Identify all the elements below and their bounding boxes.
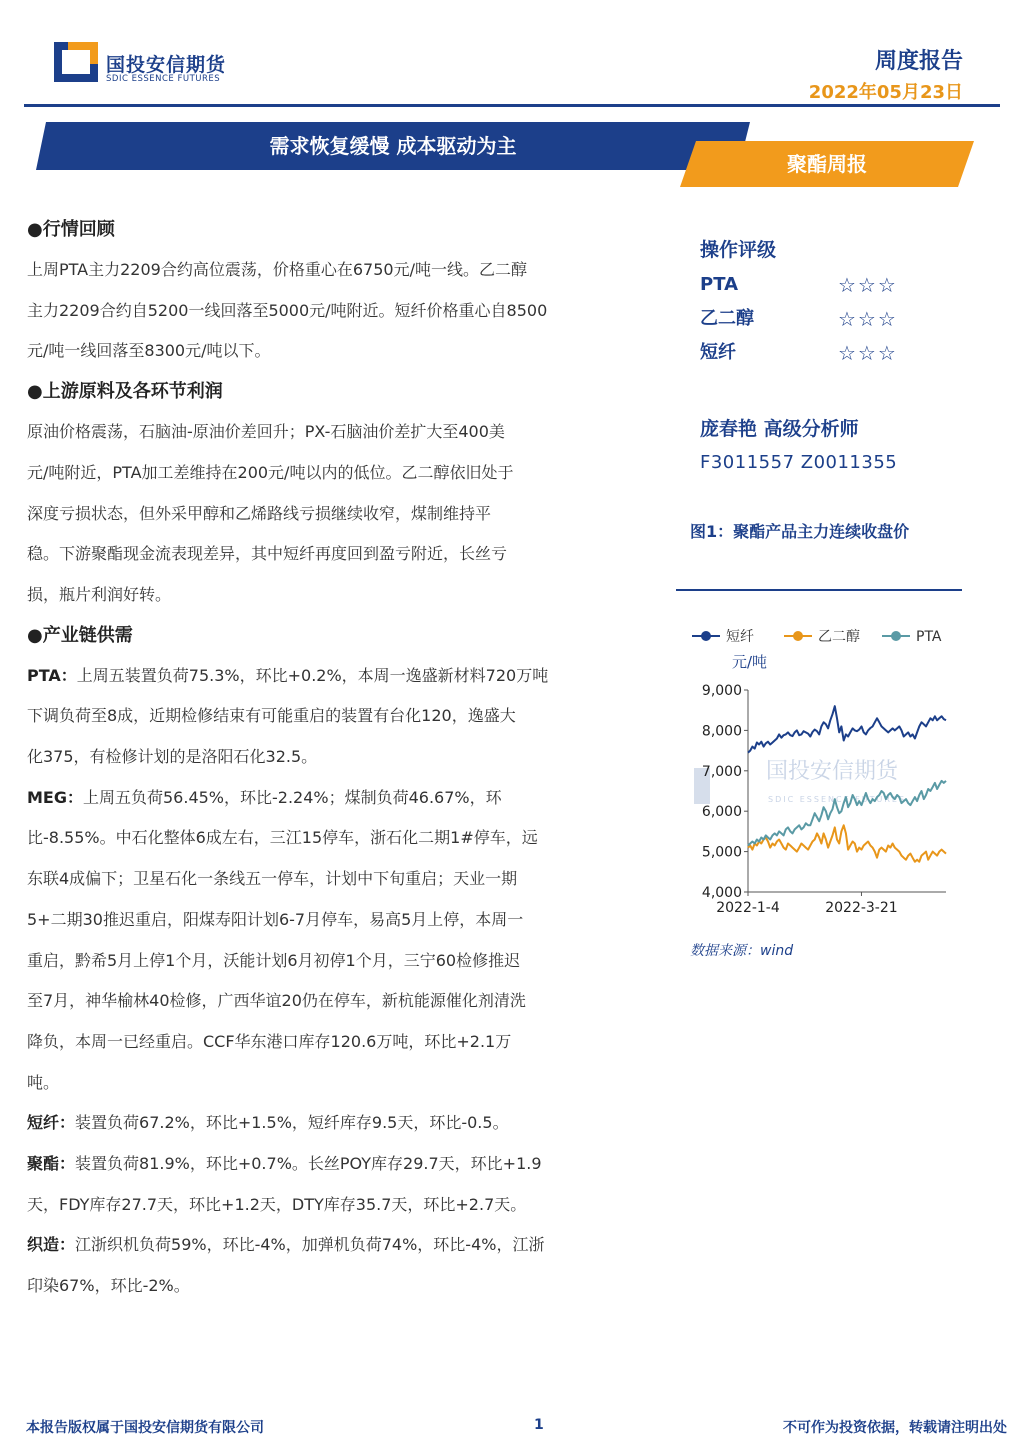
paragraph-line xyxy=(27,1063,639,1104)
paragraph-line xyxy=(27,1103,639,1144)
x-tick-label: 2022-3-21 xyxy=(825,900,898,916)
paragraph-line xyxy=(27,412,639,453)
paragraph-text: 上周五装置负荷75.3%，环比+0.2%，本周一逸盛新材料720万吨 xyxy=(76,665,549,685)
legend-marker xyxy=(701,631,711,641)
paragraph-line xyxy=(27,696,639,737)
data-source: 数据来源：wind xyxy=(690,943,794,959)
section-heading: ●上游原料及各环节利润 xyxy=(27,381,223,403)
paragraph-text: 下调负荷至8成，近期检修结束有可能重启的装置有台化120，逸盛大 xyxy=(27,706,516,726)
paragraph-text: 上周五负荷56.45%，环比-2.24%；煤制负荷46.67%，环 xyxy=(83,787,502,807)
rating-row xyxy=(700,302,990,336)
paragraph-line xyxy=(27,331,639,372)
rating-product: 短纤 xyxy=(700,342,736,363)
paragraph-line xyxy=(27,291,639,332)
paragraph-text: 深度亏损状态，但外采甲醇和乙烯路线亏损继续收窄，煤制维持平 xyxy=(27,503,492,523)
paragraph-text: 装置负荷67.2%，环比+1.5%，短纤库存9.5天，环比-0.5。 xyxy=(75,1113,509,1133)
paragraph-text: 原油价格震荡，石脑油-原油价差回升；PX-石脑油价差扩大至400美 xyxy=(27,422,505,442)
rating-row xyxy=(700,336,990,370)
paragraph-line xyxy=(27,494,639,535)
paragraph-text: 损，瓶片利润好转。 xyxy=(27,584,172,604)
legend-marker xyxy=(793,631,803,641)
page-number: 1 xyxy=(534,1417,544,1433)
x-tick-label: 2022-1-4 xyxy=(716,900,780,916)
footer-copyright: 本报告版权属于国投安信期货有限公司 xyxy=(26,1420,264,1436)
paragraph-line xyxy=(27,778,639,819)
paragraph-line xyxy=(27,453,639,494)
rating-title: 操作评级 xyxy=(700,239,777,261)
legend-label: 短纤 xyxy=(726,629,754,645)
paragraph-label: 短纤： xyxy=(27,1113,76,1133)
company-name-en: SDIC ESSENCE FUTURES xyxy=(106,74,221,84)
paragraph-line xyxy=(27,1266,639,1307)
analyst-license: F3011557 Z0011355 xyxy=(700,452,898,473)
paragraph-text: 主力2209合约自5200一线回落至5000元/吨附近。短纤价格重心自8500 xyxy=(27,300,548,320)
section-heading: ●行情回顾 xyxy=(27,219,115,240)
paragraph-text: 降负，本周一已经重启。CCF华东港口库存120.6万吨，环比+2.1万 xyxy=(27,1031,512,1051)
paragraph-text: 装置负荷81.9%，环比+0.7%。长丝POY库存29.7天，环比+1.9 xyxy=(75,1154,542,1174)
rating-product: PTA xyxy=(700,274,739,295)
paragraph-text: 天，FDY库存27.7天，环比+1.2天，DTY库存35.7天，环比+2.7天。 xyxy=(27,1194,527,1214)
figure-divider xyxy=(676,589,962,591)
paragraph-line xyxy=(27,737,639,778)
main-content xyxy=(27,210,639,1307)
paragraph-line xyxy=(27,250,639,291)
legend-label: 乙二醇 xyxy=(818,629,860,645)
paragraph-line xyxy=(27,941,639,982)
paragraph-text: 印染67%，环比-2%。 xyxy=(27,1276,190,1296)
paragraph-line xyxy=(27,656,639,697)
price-line-chart xyxy=(676,600,966,940)
report-tag: 聚酯周报 xyxy=(787,152,867,176)
y-tick-label: 8,000 xyxy=(701,723,742,740)
company-logo-icon xyxy=(54,42,98,82)
footer-disclaimer: 不可作为投资依据，转载请注明出处 xyxy=(783,1420,1007,1436)
watermark-text: 国投安信期货 xyxy=(766,759,899,784)
paragraph-text: 5+二期30推迟重启，阳煤寿阳计划6-7月停车，易高5月上停，本周一 xyxy=(27,909,524,929)
legend-label: PTA xyxy=(916,629,942,645)
paragraph-line xyxy=(27,818,639,859)
y-tick-label: 5,000 xyxy=(701,844,742,861)
paragraph-text: 重启，黔希5月上停1个月，沃能计划6月初停1个月，三宁60检修推迟 xyxy=(27,950,521,970)
paragraph-text: 比-8.55%。中石化整体6成左右，三江15停车，浙石化二期1#停车，远 xyxy=(27,828,538,848)
section-heading: ●产业链供需 xyxy=(27,624,133,646)
paragraph-label: PTA： xyxy=(27,665,77,685)
y-axis-unit: 元/吨 xyxy=(732,653,768,671)
company-name-cn: 国投安信期货 xyxy=(106,54,227,76)
paragraph-line xyxy=(27,1022,639,1063)
rating-panel xyxy=(700,232,990,370)
paragraph-text: 东联4成偏下；卫星石化一条线五一停车，计划中下旬重启；天业一期 xyxy=(27,869,518,889)
report-title: 需求恢复缓慢 成本驱动为主 xyxy=(269,134,517,158)
paragraph-text: 江浙织机负荷59%，环比-4%，加弹机负荷74%，环比-4%，江浙 xyxy=(75,1235,545,1255)
watermark-text-en: SDIC ESSENCE FUTURES xyxy=(768,795,907,804)
header-divider xyxy=(24,104,1000,107)
paragraph-line xyxy=(27,859,639,900)
paragraph-line xyxy=(27,534,639,575)
y-tick-label: 4,000 xyxy=(701,885,742,901)
y-tick-label: 6,000 xyxy=(701,804,742,821)
legend-marker xyxy=(891,631,901,641)
paragraph-text: 上周PTA主力2209合约高位震荡，价格重心在6750元/吨一线。乙二醇 xyxy=(27,260,527,279)
y-tick-label: 9,000 xyxy=(701,683,742,699)
rating-stars: ☆☆☆ xyxy=(838,273,898,297)
paragraph-line xyxy=(27,1185,639,1226)
paragraph-text: 至7月，神华榆林40检修，广西华谊20仍在停车，新杭能源催化剂清洗 xyxy=(27,991,526,1011)
paragraph-line xyxy=(27,575,639,616)
paragraph-label: 聚酯： xyxy=(27,1154,76,1174)
report-date: 2022年05月23日 xyxy=(808,82,963,103)
paragraph-line xyxy=(27,981,639,1022)
paragraph-label: MEG： xyxy=(27,787,83,807)
analyst-name: 庞春艳 高级分析师 xyxy=(700,418,859,440)
paragraph-line xyxy=(27,1144,639,1185)
y-tick-label: 7,000 xyxy=(701,763,742,780)
rating-product: 乙二醇 xyxy=(700,308,754,329)
series-line-1 xyxy=(748,825,946,861)
rating-stars: ☆☆☆ xyxy=(838,307,898,331)
report-type: 周度报告 xyxy=(874,49,963,74)
paragraph-text: 稳。下游聚酯现金流表现差异，其中短纤再度回到盈亏附近，长丝亏 xyxy=(27,544,508,564)
paragraph-text: 元/吨一线回落至8300元/吨以下。 xyxy=(27,341,271,361)
paragraph-text: 元/吨附近，PTA加工差维持在200元/吨以内的低位。乙二醇依旧处于 xyxy=(27,462,514,482)
rating-row xyxy=(700,268,990,302)
rating-stars: ☆☆☆ xyxy=(838,341,898,365)
paragraph-line xyxy=(27,900,639,941)
paragraph-label: 织造： xyxy=(27,1235,76,1255)
paragraph-text: 吨。 xyxy=(27,1072,60,1092)
series-line-0 xyxy=(748,706,946,752)
figure-title: 图1：聚酯产品主力连续收盘价 xyxy=(690,522,910,541)
paragraph-line xyxy=(27,1225,639,1266)
paragraph-text: 化375，有检修计划的是洛阳石化32.5。 xyxy=(27,747,318,767)
